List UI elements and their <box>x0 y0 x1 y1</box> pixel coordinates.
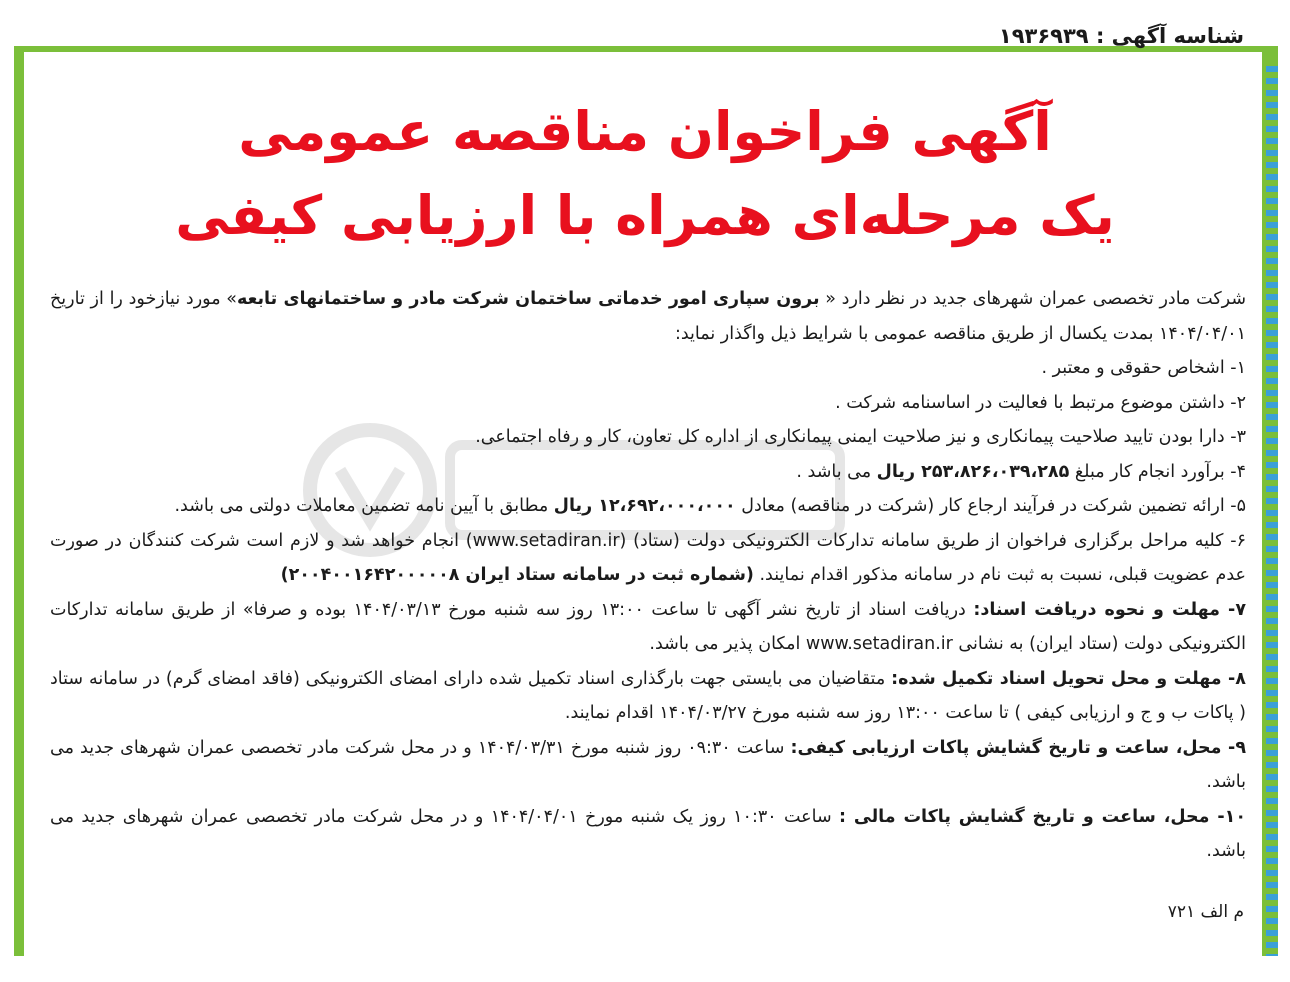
condition-10 <box>50 800 1246 869</box>
striped-border-decoration <box>1266 60 1278 956</box>
intro-paragraph <box>50 282 1246 351</box>
condition-2: ۲- داشتن موضوع مرتبط با فعالیت در اساسنامه شرکت . <box>835 392 1246 413</box>
quality-opening-label: ۹- محل، ساعت و تاریخ گشایش پاکات ارزیابی کیفی: <box>790 737 1247 758</box>
footer-code: م الف ۷۲۱ <box>1167 902 1244 922</box>
deadline-text: دریافت اسناد از تاریخ نشر آگهی تا ساعت ۱۳:۰۰ روز سه شنبه مورخ ۱۴۰۴/۰۳/۱۳ بوده و صرفا» از طریق سامانه تدارکات الکترونیکی دولت (ستاد ایران) به نشانی <box>50 599 1246 654</box>
condition-3: ۳- دارا بودن تایید صلاحیت پیمانکاری و نیز صلاحیت ایمنی پیمانکاری از اداره کل تعاون، کار و رفاه اجتماعی. <box>475 427 1246 447</box>
quality-opening-text: ساعت ۰۹:۳۰ روز شنبه مورخ ۱۴۰۴/۰۳/۳۱ و در محل شرکت مادر تخصصی عمران شهرهای جدید می باشد. <box>50 737 1246 792</box>
setad-registration-number: (شماره ثبت در سامانه ستاد ایران ۲۰۰۴۰۰۱۶۴۲۰۰۰۰۰۸) <box>280 565 754 585</box>
condition-6 <box>50 524 1246 593</box>
submission-label: ۸- مهلت و محل تحویل اسناد تکمیل شده: <box>891 668 1246 689</box>
financial-opening-text: ساعت ۱۰:۳۰ روز یک شنبه مورخ ۱۴۰۴/۰۴/۰۱ و در محل شرکت مادر تخصصی عمران شهرهای جدید می باشد. <box>50 806 1246 861</box>
ad-title-line-2: یک مرحله‌ای همراه با ارزیابی کیفی <box>175 184 1115 247</box>
condition-1: ۱- اشخاص حقوقی و معتبر . <box>1041 358 1246 378</box>
ad-title-line-1: آگهی فراخوان مناقصه عمومی <box>238 100 1052 163</box>
submission-text: متقاضیان می بایستی جهت بارگذاری اسناد تکمیل شده دارای امضای الکترونیکی (فاقد امضای گرم) در سامانه ستاد ( پاکات ب و ج و ارزیابی کیفی ) تا ساعت ۱۳:۰۰ روز سه شنبه مورخ ۱۴۰۴/۰۳/۲۷ اقدام نمایند. <box>50 668 1246 723</box>
setad-text-2: انجام خواهد شد و لازم است شرکت کنندگان در صورت عدم عضویت قبلی، نسبت به ثبت نام در سامانه مذکور اقدام نمایند. <box>50 530 1246 585</box>
guarantee-text: ۵- ارائه تضمین شرکت در فرآیند ارجاع کار (شرکت در مناقصه) معادل <box>735 496 1246 516</box>
intro-text-1: شرکت مادر تخصصی عمران شهرهای جدید در نظر دارد « <box>819 289 1246 309</box>
setad-url-link-2[interactable]: www.setadiran.ir <box>805 634 953 654</box>
condition-7 <box>50 593 1246 662</box>
guarantee-tail: مطابق با آیین نامه تضمین معاملات دولتی می باشد. <box>174 496 554 516</box>
setad-url-link[interactable]: (www.setadiran.ir) <box>465 530 627 551</box>
estimate-tail: می باشد . <box>796 461 877 482</box>
deadline-label: ۷- مهلت و نحوه دریافت اسناد: <box>973 599 1246 620</box>
condition-4 <box>50 455 1246 490</box>
header-bar <box>14 10 1278 52</box>
condition-8 <box>50 662 1246 731</box>
intro-text-2: » مورد نیازخود را از تاریخ ۱۴۰۴/۰۴/۰۱ بمدت یکسال از طریق مناقصه عمومی با شرایط ذیل واگذار نماید: <box>50 289 1246 344</box>
setad-text: ۶- کلیه مراحل برگزاری فراخوان از طریق سامانه تدارکات الکترونیکی دولت (ستاد) <box>626 530 1246 551</box>
deadline-tail: امکان پذیر می باشد. <box>649 634 806 654</box>
condition-5 <box>50 489 1246 524</box>
ad-body <box>50 282 1246 869</box>
estimate-text: ۴- برآورد انجام کار مبلغ <box>1069 461 1246 482</box>
service-subject: برون سپاری امور خدماتی ساختمان شرکت مادر و ساختمانهای تابعه <box>237 289 820 309</box>
estimate-amount: ۲۵۳،۸۲۶،۰۳۹،۲۸۵ ریال <box>876 461 1070 482</box>
condition-9 <box>50 731 1246 800</box>
guarantee-amount: ۱۲،۶۹۲،۰۰۰،۰۰۰ ریال <box>553 496 736 516</box>
ad-id-label: شناسه آگهی : ۱۹۳۶۹۳۹ <box>998 24 1244 48</box>
financial-opening-label: ۱۰- محل، ساعت و تاریخ گشایش پاکات مالی : <box>838 806 1247 827</box>
